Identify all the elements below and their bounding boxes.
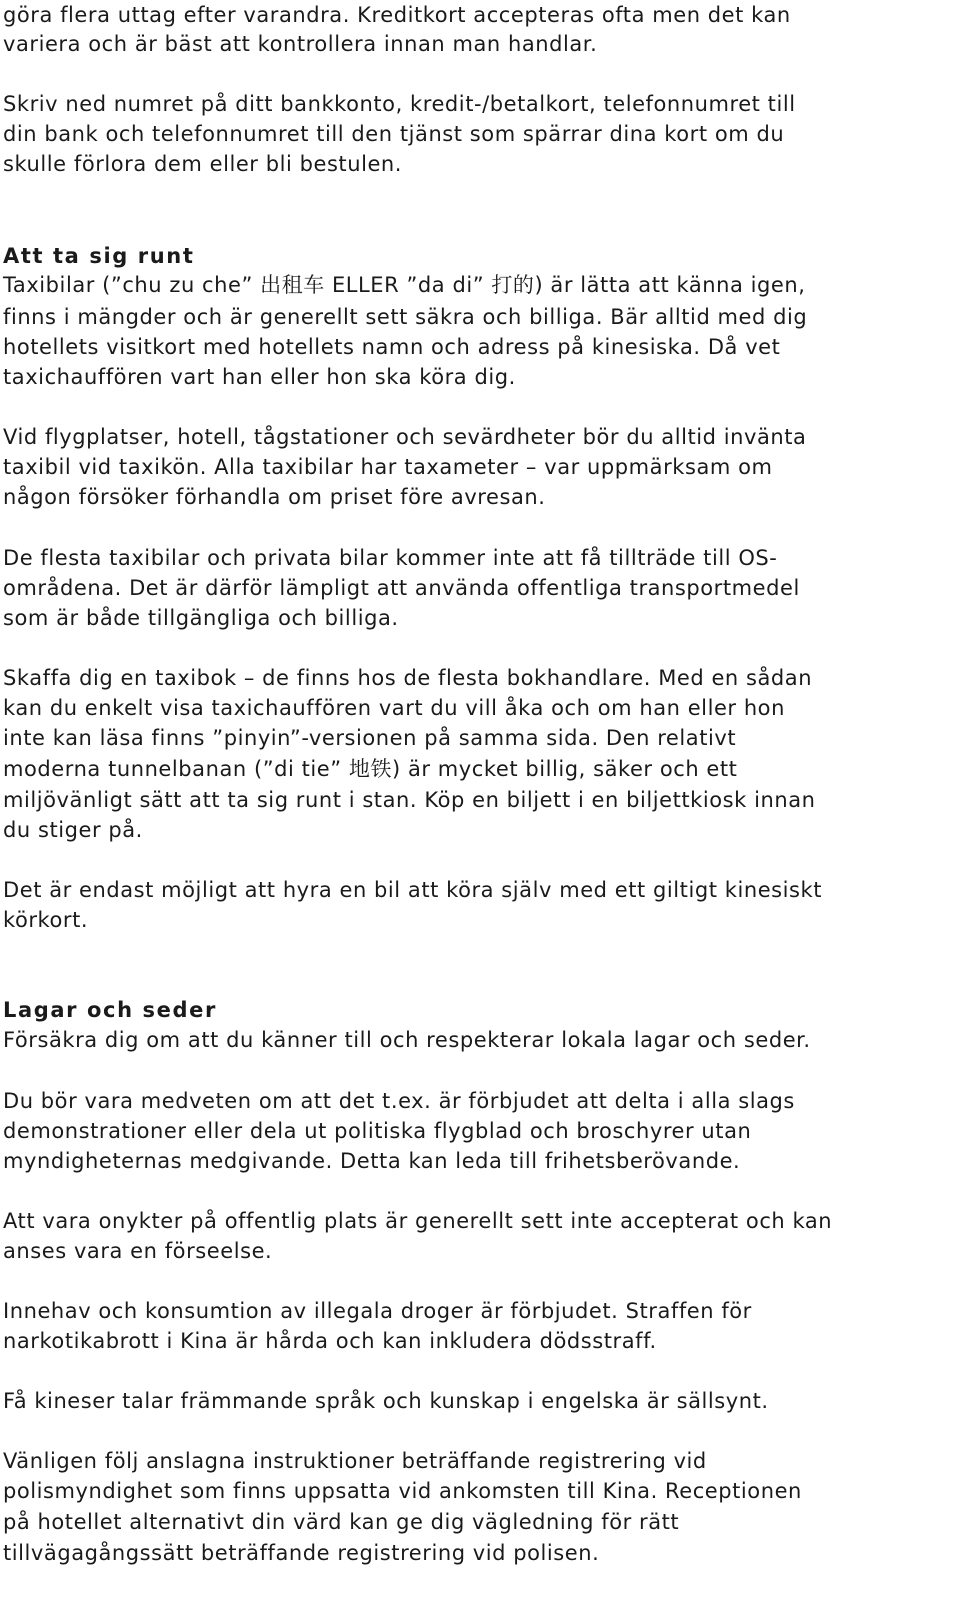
section-heading-transport: Att ta sig runt (3, 244, 195, 268)
text-line: på hotellet alternativt din värd kan ge dig vägledning för rätt (3, 1510, 680, 1534)
text-line: De flesta taxibilar och privata bilar kommer inte att få tillträde till OS- (3, 546, 778, 570)
text-line: din bank och telefonnumret till den tjänst som spärrar dina kort om du (3, 122, 785, 146)
text-line: Skriv ned numret på ditt bankkonto, kredit-/betalkort, telefonnumret till (3, 92, 796, 116)
text-line: tillvägagångssätt beträffande registrering vid polisen. (3, 1541, 600, 1565)
section-heading-laws: Lagar och seder (3, 998, 217, 1022)
text-line: variera och är bäst att kontrollera innan man handlar. (3, 32, 598, 56)
text-line: demonstrationer eller dela ut politiska flygblad och broschyrer utan (3, 1119, 752, 1143)
text-line: narkotikabrott i Kina är hårda och kan inkludera dödsstraff. (3, 1329, 657, 1353)
text-line: som är både tillgängliga och billiga. (3, 606, 399, 630)
text-line: Vid flygplatser, hotell, tågstationer och sevärdheter bör du alltid invänta (3, 425, 807, 449)
text-line: Du bör vara medveten om att det t.ex. är förbjudet att delta i alla slags (3, 1089, 795, 1113)
text-line: miljövänligt sätt att ta sig runt i stan. Köp en biljett i en biljettkiosk innan (3, 788, 816, 812)
text-line: Försäkra dig om att du känner till och respekterar lokala lagar och seder. (3, 1028, 811, 1052)
text-line: kan du enkelt visa taxichauffören vart du vill åka och om han eller hon (3, 696, 785, 720)
text-line: taxichauffören vart han eller hon ska köra dig. (3, 365, 516, 389)
text-line: Det är endast möjligt att hyra en bil att köra själv med ett giltigt kinesiskt (3, 878, 823, 902)
text-line: Få kineser talar främmande språk och kunskap i engelska är sällsynt. (3, 1389, 769, 1413)
text-line: Taxibilar (”chu zu che” 出租车 ELLER ”da di” 打的) är lätta att känna igen, (3, 273, 806, 297)
text-line: Skaffa dig en taxibok – de finns hos de flesta bokhandlare. Med en sådan (3, 666, 813, 690)
text-line: skulle förlora dem eller bli bestulen. (3, 152, 403, 176)
text-line: körkort. (3, 908, 89, 932)
text-line: taxibil vid taxikön. Alla taxibilar har taxameter – var uppmärksam om (3, 455, 773, 479)
text-line: någon försöker förhandla om priset före avresan. (3, 485, 546, 509)
text-line: Innehav och konsumtion av illegala droger är förbjudet. Straffen för (3, 1299, 752, 1323)
text-line: inte kan läsa finns ”pinyin”-versionen på samma sida. Den relativt (3, 726, 737, 750)
text-line: Vänligen följ anslagna instruktioner beträffande registrering vid (3, 1449, 707, 1473)
text-line: polismyndighet som finns uppsatta vid ankomsten till Kina. Receptionen (3, 1479, 802, 1503)
text-line: göra flera uttag efter varandra. Kreditkort accepteras ofta men det kan (3, 3, 791, 27)
text-line: moderna tunnelbanan (”di tie” 地铁) är mycket billig, säker och ett (3, 757, 738, 781)
text-line: finns i mängder och är generellt sett säkra och billiga. Bär alltid med dig (3, 305, 808, 329)
text-line: Att vara onykter på offentlig plats är generellt sett inte accepterat och kan (3, 1209, 833, 1233)
text-line: du stiger på. (3, 818, 143, 842)
text-line: anses vara en förseelse. (3, 1239, 273, 1263)
text-line: områdena. Det är därför lämpligt att använda offentliga transportmedel (3, 576, 800, 600)
text-line: myndigheternas medgivande. Detta kan leda till frihetsberövande. (3, 1149, 741, 1173)
text-line: hotellets visitkort med hotellets namn och adress på kinesiska. Då vet (3, 335, 781, 359)
